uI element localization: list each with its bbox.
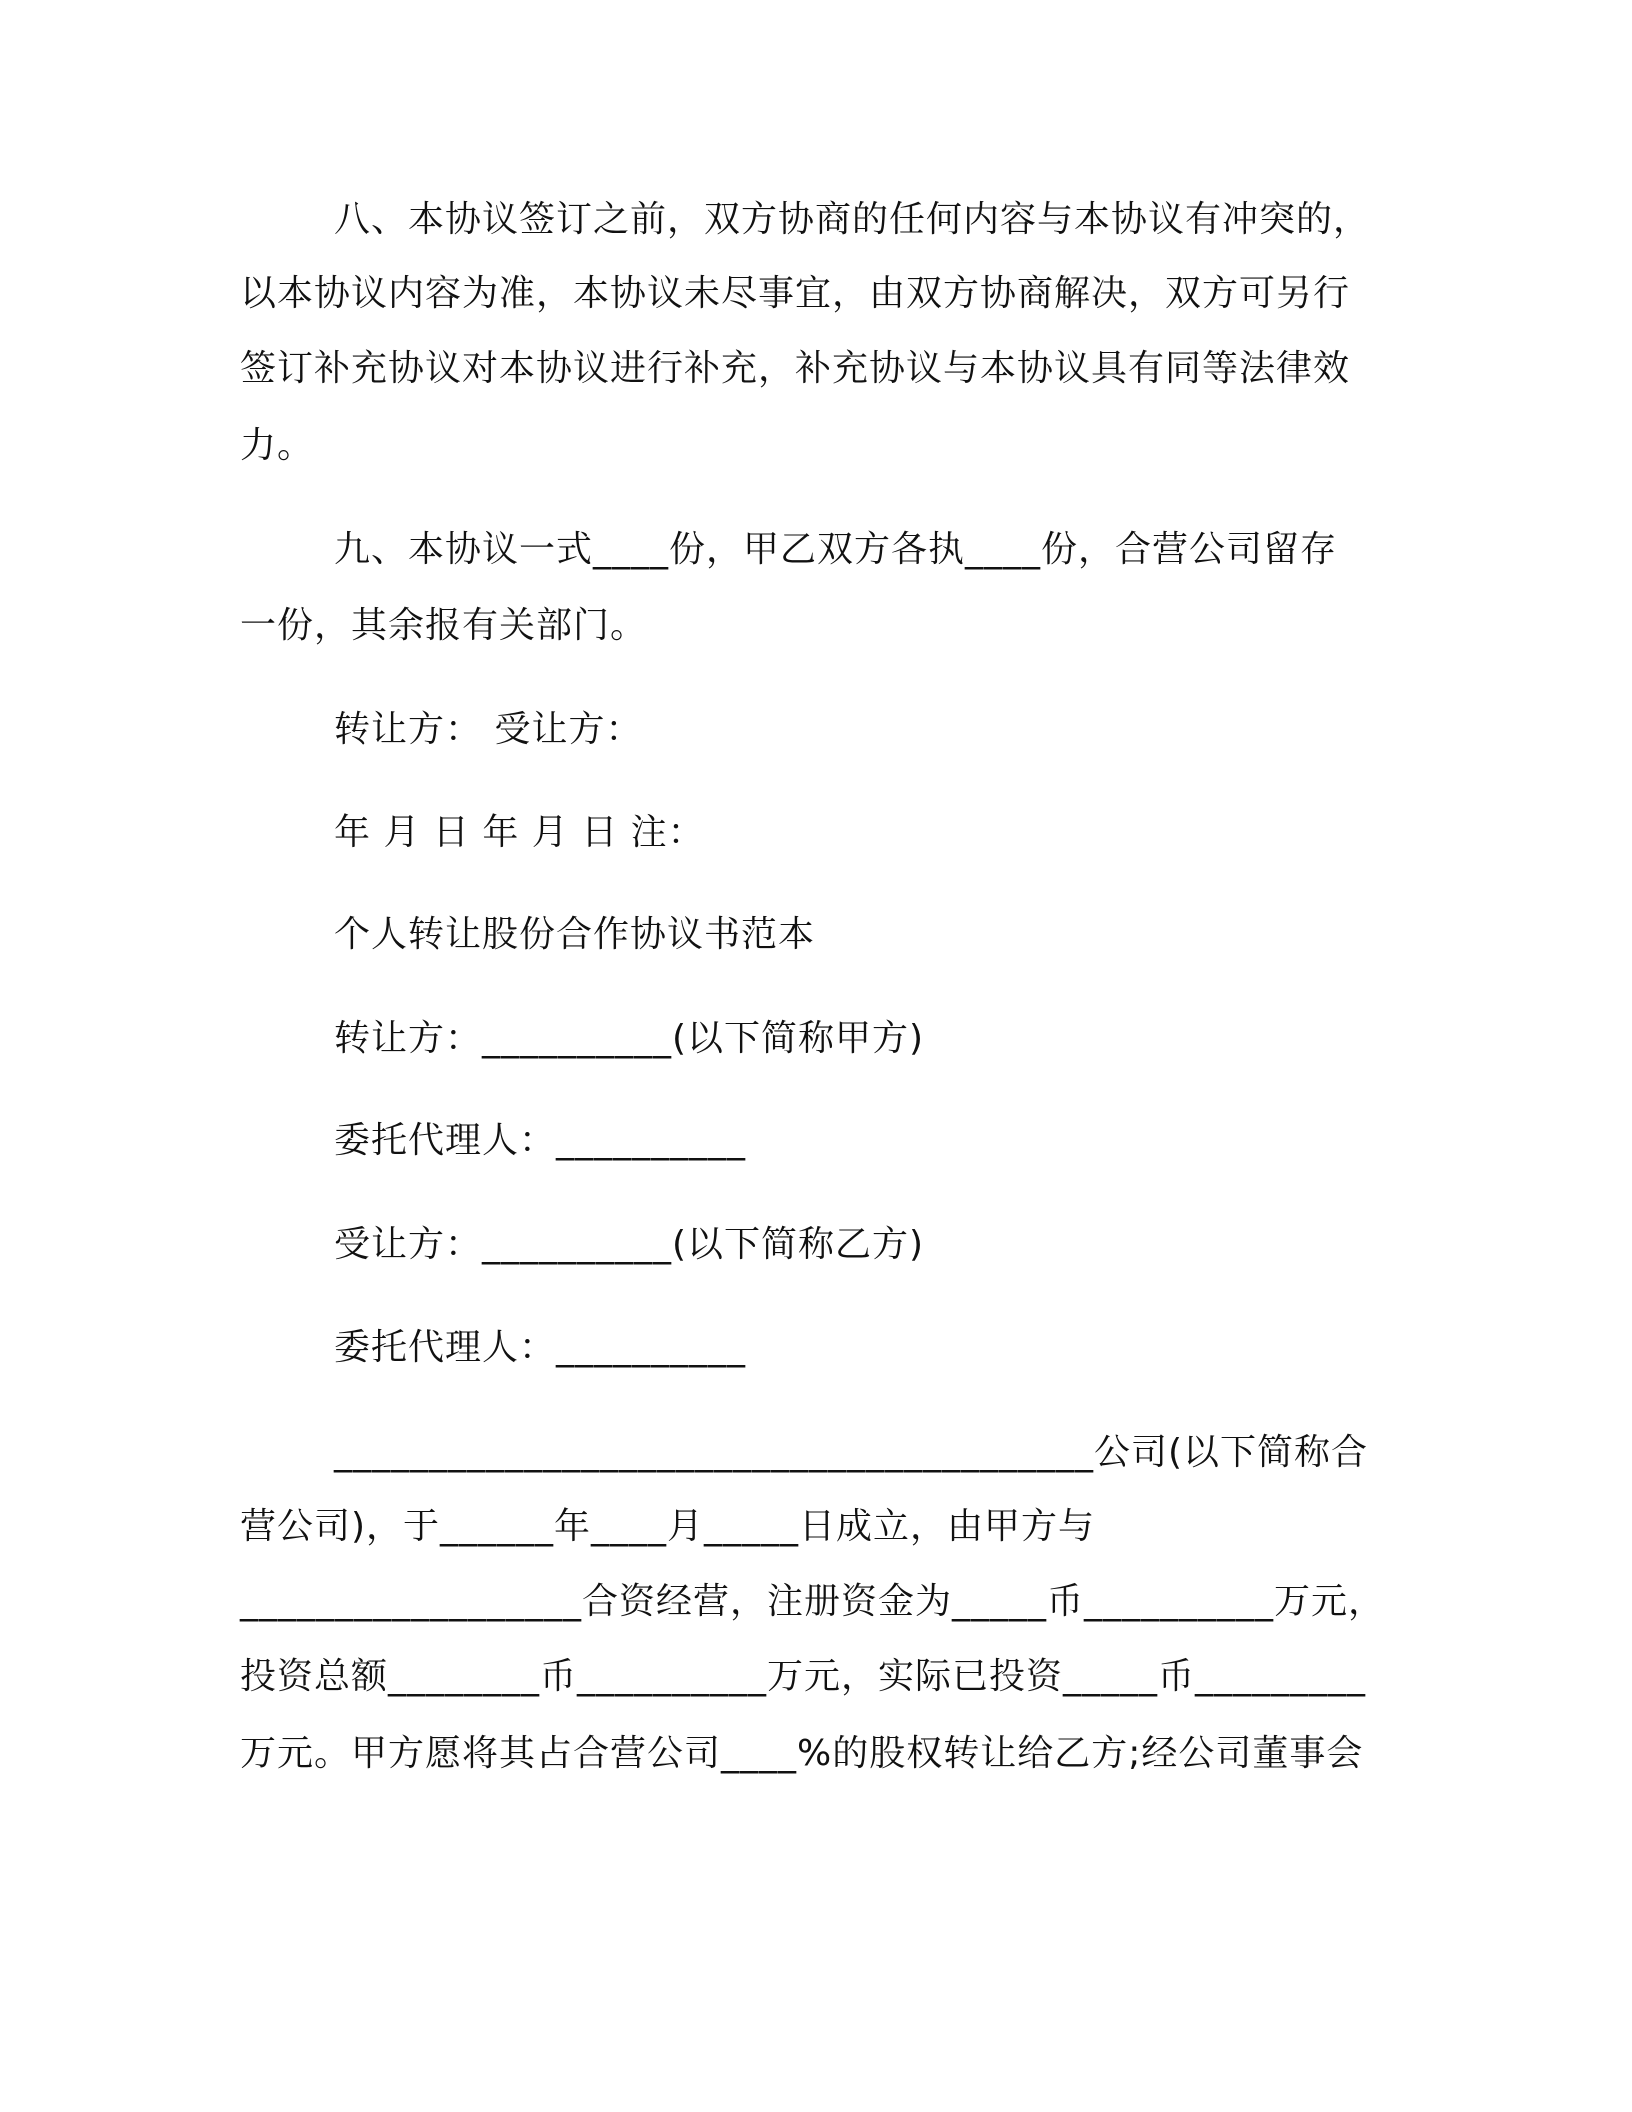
transferee-field: 受让方：__________(以下简称乙方) <box>334 1224 925 1265</box>
transferor-agent-field: 委托代理人：__________ <box>334 1120 747 1161</box>
company-paragraph-line-4: 投资总额________币__________万元，实际已投资_____币_________ <box>240 1656 1367 1697</box>
signature-parties-line: 转让方： 受让方： <box>334 709 643 750</box>
signature-date-line: 年 月 日 年 月 日 注： <box>334 812 705 853</box>
transferor-field: 转让方：__________(以下简称甲方) <box>334 1018 925 1059</box>
paragraph-8-line-4: 力。 <box>240 425 315 466</box>
paragraph-9-line-2: 一份，其余报有关部门。 <box>240 605 648 646</box>
company-paragraph-line-1: ________________________________________公司(以下简称合 <box>334 1432 1369 1473</box>
company-paragraph-line-5: 万元。甲方愿将其占合营公司____%的股权转让给乙方;经公司董事会 <box>240 1733 1364 1774</box>
paragraph-8-line-1: 八、本协议签订之前，双方协商的任何内容与本协议有冲突的， <box>334 199 1371 240</box>
company-paragraph-line-2: 营公司)，于______年____月_____日成立，由甲方与 <box>240 1506 1096 1547</box>
document-title: 个人转让股份合作协议书范本 <box>334 914 816 955</box>
company-paragraph-line-3: __________________合资经营，注册资金为_____币__________万元， <box>240 1581 1386 1622</box>
transferee-agent-field: 委托代理人：__________ <box>334 1327 747 1368</box>
paragraph-8-line-3: 签订补充协议对本协议进行补充，补充协议与本协议具有同等法律效 <box>240 348 1351 389</box>
paragraph-9-line-1: 九、本协议一式____份，甲乙双方各执____份，合营公司留存 <box>334 529 1338 570</box>
paragraph-8-line-2: 以本协议内容为准，本协议未尽事宜，由双方协商解决，双方可另行 <box>240 273 1351 314</box>
